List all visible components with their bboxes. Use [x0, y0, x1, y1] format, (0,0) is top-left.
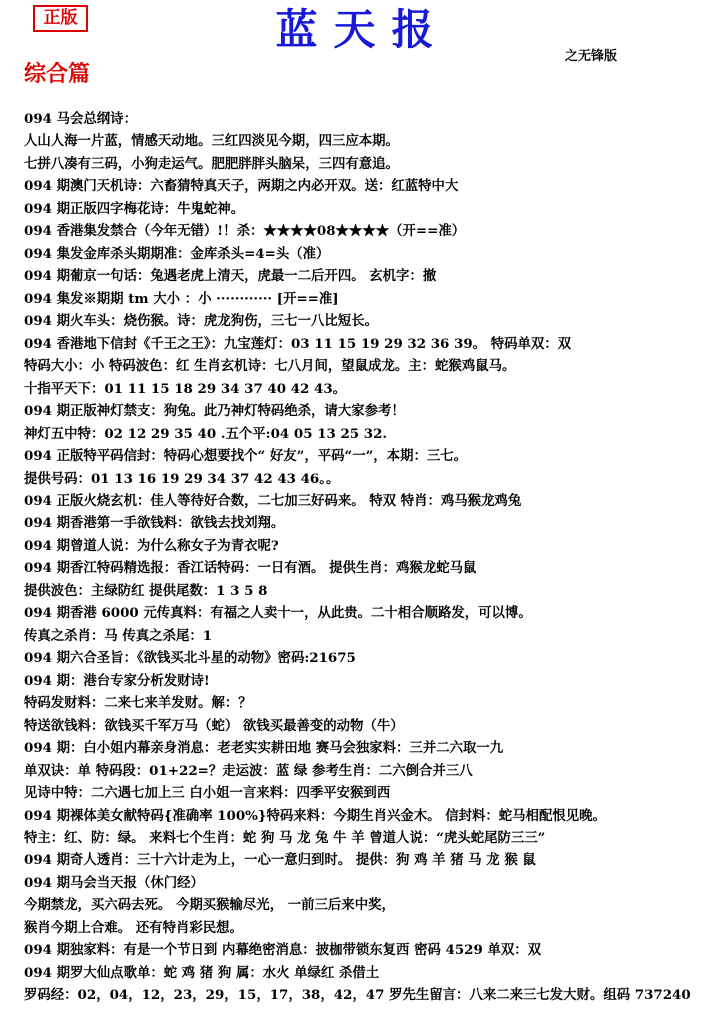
text-line: 特主：红、防：绿。 来料七个生肖：蛇 狗 马 龙 兔 牛 羊 曾道人说：“虎头蛇尾防三三” — [24, 830, 546, 846]
text-line: 094 正版特平码信封：特码心想要找个“ 好友”，平码“一”，本期：三七。 — [24, 448, 468, 465]
text-line: 传真之杀肖：马 传真之杀尾：1 — [24, 627, 213, 644]
text-line: 见诗中特：二六遇七加上三 白小姐一言来料：四季平安猴到西 — [24, 785, 391, 802]
text-line: 094 期火车头：烧伤猴。诗：虎龙狗伤，三七一八比短长。 — [24, 313, 378, 330]
text-line: 094 集发※期期 tm 大小 ：小 ············ [开==准] — [24, 290, 339, 307]
text-line: 猴肖今期上合难。 还有特肖彩民想。 — [24, 919, 243, 936]
text-line: 特送欲钱料：欲钱买千军万马（蛇） 欲钱买最善变的动物（牛） — [24, 717, 404, 734]
article-body — [24, 108, 724, 1007]
text-line: 特码大小：小 特码波色：红 生肖玄机诗：七八月间，望鼠成龙。主：蛇猴鸡鼠马。 — [24, 358, 516, 375]
text-line: 特码发财料：二来七来羊发财。解：？ — [24, 695, 252, 712]
edition-label: 之无锋版 — [565, 49, 618, 64]
text-line: 094 期罗大仙点歌单：蛇 鸡 猪 狗 属：水火 单绿红 杀借土 — [24, 964, 380, 981]
text-line: 094 期正版四字梅花诗：牛鬼蛇神。 — [24, 200, 245, 217]
section-heading: 综合篇 — [24, 62, 91, 87]
text-line: 094 期奇人透肖：三十六计走为上，一心一意归到时。 提供：狗 鸡 羊 猪 马 龙 猴 鼠 — [24, 852, 536, 869]
text-line: 094 期马会当天报（休门经） — [24, 874, 204, 891]
text-line: 094 期正版神灯禁支：狗兔。此乃神灯特码绝杀，请大家参考！ — [24, 403, 405, 420]
text-line: 单双诀：单 特码段：01+22=？走运波：蓝 绿 参考生肖：二六倒合并三八 — [24, 762, 473, 779]
text-line: 094 香港集发禁合（今年无错）!！杀：★★★★08★★★★（开==准） — [24, 223, 466, 240]
genuine-edition-badge: 正版 — [33, 5, 88, 32]
text-line: 提供号码：01 13 16 19 29 34 37 42 43 46。。 — [24, 470, 340, 487]
text-line: 094 期香江特码精选报：香江话特码：一日有酒。 提供生肖：鸡猴龙蛇马鼠 — [24, 560, 477, 577]
text-line: 094 期：白小姐内幕亲身消息：老老实实耕田地 赛马会独家料：三并二六取一九 — [24, 740, 504, 757]
text-line: 094 期裸体美女献特码{准确率 100%}特码来料：今期生肖兴金木。 信封料：蛇马相配恨见晚。 — [24, 807, 606, 824]
text-line: 094 期曾道人说：为什么称女子为青衣呢? — [24, 537, 279, 554]
text-line: 十指平天下：01 11 15 18 29 34 37 40 42 43。 — [24, 380, 347, 397]
text-line: 094 正版火烧玄机：佳人等待好合数，二七加三好码来。 特双 特肖：鸡马猴龙鸡兔 — [24, 492, 522, 509]
text-line: 罗码经：02，04，12，23，29，15，17，38，42，47 罗先生留言：八来二来三七发大财。组码 737240 — [24, 987, 691, 1004]
text-line: 神灯五中特：02 12 29 35 40 .五个平:04 05 13 25 32. — [24, 425, 388, 442]
text-line: 094 集发金库杀头期期准：金库杀头=4=头（准） — [24, 245, 330, 262]
text-line: 094 期香港第一手欲钱料：欲钱去找刘翔。 — [24, 515, 285, 532]
text-line: 人山人海一片蓝，情感天动地。三红四淡见今期，四三应本期。 — [24, 133, 399, 150]
text-line: 094 香港地下信封《千王之王》：九宝莲灯：03 11 15 19 29 32 36 39。 特码单双：双 — [24, 335, 572, 352]
text-line: 094 期香港 6000 元传真料：有福之人卖十一，从此贵。二十相合顺路发，可以博。 — [24, 605, 532, 622]
text-line: 今期禁龙，买六码去死。 今期买猴输尽光， 一前三后来中奖， — [24, 897, 395, 914]
text-line: 094 期澳门天机诗：六畜猜特真天子，两期之内必开双。送：红蓝特中大 — [24, 178, 459, 195]
text-line: 094 期：港台专家分析发财诗! — [24, 672, 210, 689]
text-line: 094 期葡京一句话：兔遇老虎上清天，虎最一二后开四。 玄机字：撤 — [24, 268, 437, 285]
text-line: 094 马会总纲诗： — [24, 111, 137, 127]
newspaper-title: 蓝天报 — [275, 5, 450, 54]
text-line: 094 期六合圣旨：《欲钱买北斗星的动物》密码:21675 — [24, 650, 356, 667]
text-line: 七拼八凑有三码，小狗走运气。肥肥胖胖头脑呆，三四有意追。 — [24, 155, 399, 172]
text-line: 提供波色：主绿防红 提供尾数：1 3 5 8 — [24, 582, 268, 599]
text-line: 094 期独家料：有是一个节日到 内幕绝密消息：披枷带锁东复西 密码 4529 单双：双 — [24, 942, 542, 959]
